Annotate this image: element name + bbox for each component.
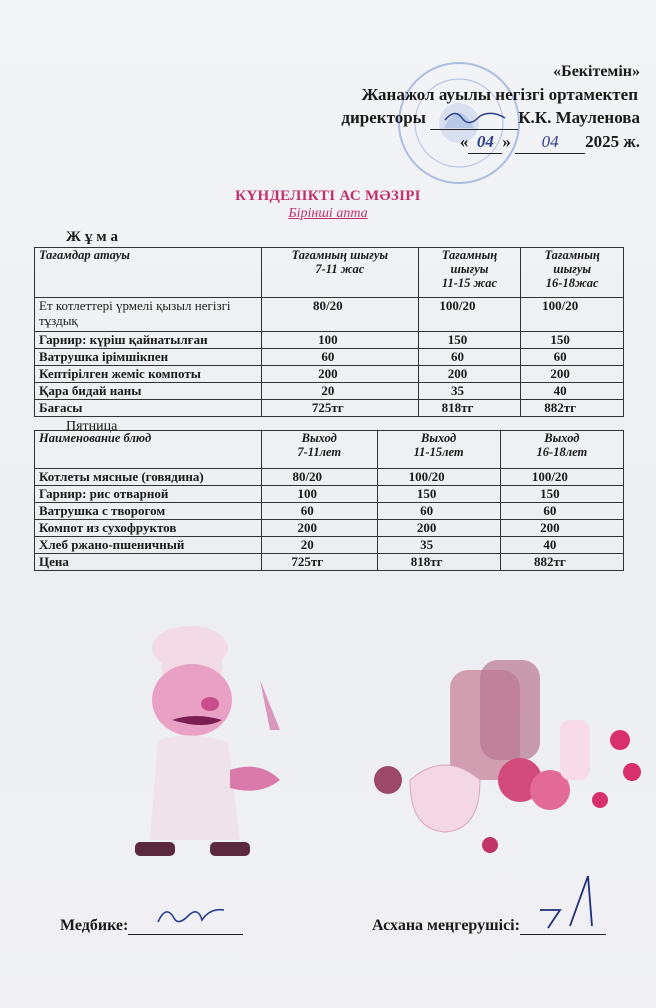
director-line: директоры К.К. Мауленова (341, 106, 640, 130)
director-signature (440, 106, 510, 126)
week-subtitle: Бірінші апта (288, 206, 368, 221)
director-name: К.К. Мауленова (518, 108, 640, 127)
approval-date: « 04 » 04 2025 ж. (341, 130, 640, 154)
table-row: Компот из сухофруктов 200 200 200 (35, 520, 624, 537)
nurse-signature (148, 898, 228, 932)
table-header: Тағамдар атауы Тағамның шығуы 7-11 жас Тағамның шығуы 11-15 жас Тағамның шығуы 16-18жас (35, 248, 624, 298)
table-row: Қара бидай наны 20 35 40 (35, 383, 624, 400)
ru-menu-table (34, 430, 624, 571)
kz-day-label: Жұма (66, 229, 122, 245)
table-row: Ватрушка ірімшікпен 60 60 60 (35, 349, 624, 366)
canteen-signature-line: Асхана меңгерушісі: (372, 916, 606, 935)
approval-block (341, 60, 640, 154)
table-row: Кептірілген жеміс компоты 200 200 200 (35, 366, 624, 383)
nurse-signature-line: Медбике: (60, 916, 243, 935)
table-row: Ватрушка с творогом 60 60 60 (35, 503, 624, 520)
table-row: Гарнир: рис отварной 100 150 150 (35, 486, 624, 503)
ru-day-label: Пятница (66, 419, 118, 434)
table-row-price: Бағасы 725тг 818тг 882тг (35, 400, 624, 417)
table-row: Котлеты мясные (говядина) 80/20 100/20 100/20 (35, 469, 624, 486)
school-name: Жанажол ауылы негізгі ортамектеп (361, 85, 638, 104)
table-header: Наименование блюд Выход 7-11лет Выход 11-15лет Выход 16-18лет (35, 431, 624, 469)
approval-heading: «Бекітемін» (553, 63, 640, 80)
canteen-signature (530, 870, 600, 930)
kz-menu-table (34, 247, 624, 417)
table-row: Хлеб ржано-пшеничный 20 35 40 (35, 537, 624, 554)
chef-illustration (110, 620, 330, 870)
table-row-price: Цена 725тг 818тг 882тг (35, 554, 624, 571)
table-row: Ет котлеттері үрмелі қызыл негізгі тұздық 80/20 100/20 100/20 (35, 298, 624, 332)
table-row: Гарнир: күріш қайнатылған 100 150 150 (35, 332, 624, 349)
menu-title: КҮНДЕЛІКТІ АС МӘЗІРІ (235, 188, 421, 204)
food-illustration (370, 640, 650, 860)
